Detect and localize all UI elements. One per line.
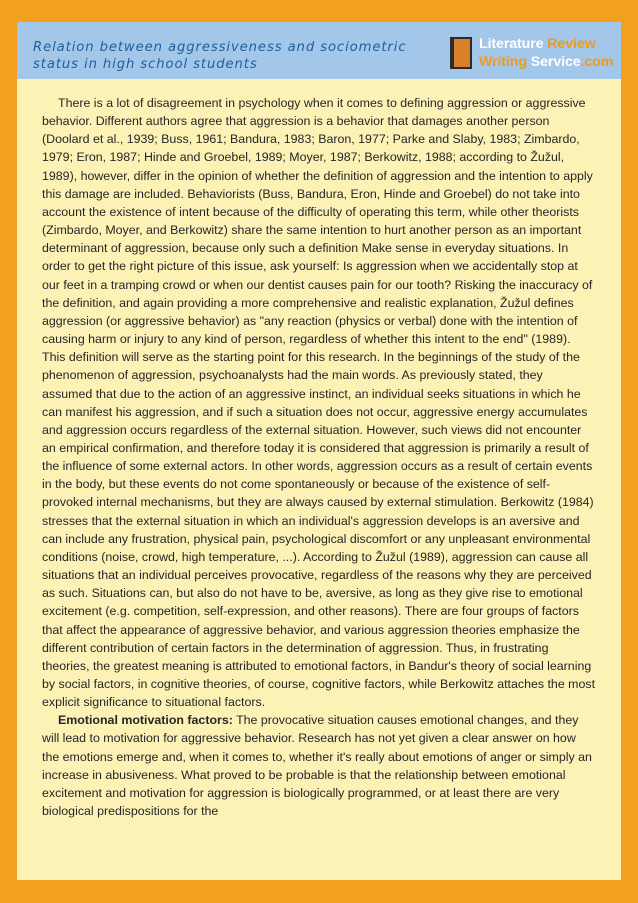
body-paragraph-1: There is a lot of disagreement in psychology when it comes to defining aggression or aggressive behavior. Different authors agree that aggression is a behavior that damages another person (Doolard et al., 1939; Buss, 1961; Bandura, 1983; Baron, 1977; Parke and Slaby, 1983; Zimbardo, 1979; Eron, 1987; Hinde and Groebel, 1989; Moyer, 1987; Berkowitz, 1988; according to Žužul, 1989), however, differ in the opinion of whether the definition of aggression and the intention to apply this damage are included. Behaviorists (Buss, Bandura, Eron, Hinde and Groebel) do not take into account the existence of intent because of the difficulty of operating this term, while other theorists (Zimbardo, Moyer, and Berkowitz) share the same intention to hurt another person as an important determinant of aggression, because only such a definition Make sense in everyday situations. In order to get the right picture of this issue, ask yourself: Is aggression when we accidentally stop at our feet in a tramping crowd or when our dentist causes pain for our tooth? Risking the inaccuracy of the definition, and again providing a more comprehensive and realistic explanation, Žužul defines aggression (or aggressive behavior) as "any reaction (physics or verbal) done with the intention of causing harm or injury to any kind of person, regardless of whether this intent to the end" (1989). This definition will serve as the starting point for this research. In the beginnings of the study of the phenomenon of aggression, psychoanalysts had the main words. As previously stated, they assumed that due to the action of an aggressive instinct, an individual seeks situations in which he can manifest his aggression, and if such a situation does not occur, aggressive energy accumulates and aggression occurs regardless of the external situation. However, such views did not encounter an empirical confirmation, and therefore today it is considered that aggression is primarily a result of the influence of some external actors. In other words, aggression occurs as a result of certain events in the body, but these events do not come spontaneously or because of the existence of self-provoked internal mechanisms, but they are always caused by external stimulation. Berkowitz (1984) stresses that the external situation in which an individual's aggression develops is an aversive and can include any frustration, physical pain, psychological discomfort or any unpleasant environmental conditions (noise, crowd, high temperature, ...). According to Žužul (1989), aggression can cause all situations that an individual perceives provocative, regardless of the reasons why they are perceived as such. Situations can, but also do not have to be, aversive, as long as they give rise to emotional excitement (e.g. competition, self-expression, and other reasons). There are four groups of factors that affect the appearance of aggressive behavior, and various aggression theories emphasize the different contribution of certain factors in the determination of aggression. Thus, in frustrating theories, the greatest meaning is attributed to emotional factors, in Bandur's theory of social learning by social factors, in cognitive theories, of course, cognitive factors, while Berkowitz attaches the most explicit significance to situational factors. — [42, 96, 596, 710]
logo-line-2 — [479, 54, 613, 71]
page-header — [17, 22, 621, 79]
document-page — [17, 22, 621, 880]
document-title: Relation between aggressiveness and sociometric status in high school students — [33, 40, 407, 72]
logo-word-writing: Writing — [479, 54, 531, 70]
brand-logo — [450, 34, 616, 74]
document-body — [42, 94, 596, 820]
logo-word-review: Review — [547, 36, 596, 52]
paragraph-2-text: The provocative situation causes emotional changes, and they will lead to motivation for aggressive behavior. Research has not yet given a clear answer on how the emotions emerge and, when it comes to, whether it's really about emotions of anger or simply an increase in abusiveness. What proved to be probable is that the relationship between emotional excitement and motivation for aggression is biologically programmed, or at least there are very biological predispositions for the — [42, 713, 592, 819]
book-icon — [450, 37, 472, 69]
paragraph-heading: Emotional motivation factors: — [58, 713, 233, 728]
logo-word-literature: Literature — [479, 36, 548, 52]
logo-word-com: .com — [580, 54, 614, 70]
body-paragraph-2 — [42, 711, 596, 820]
logo-word-service: Service — [530, 54, 581, 70]
logo-line-1 — [479, 36, 596, 53]
